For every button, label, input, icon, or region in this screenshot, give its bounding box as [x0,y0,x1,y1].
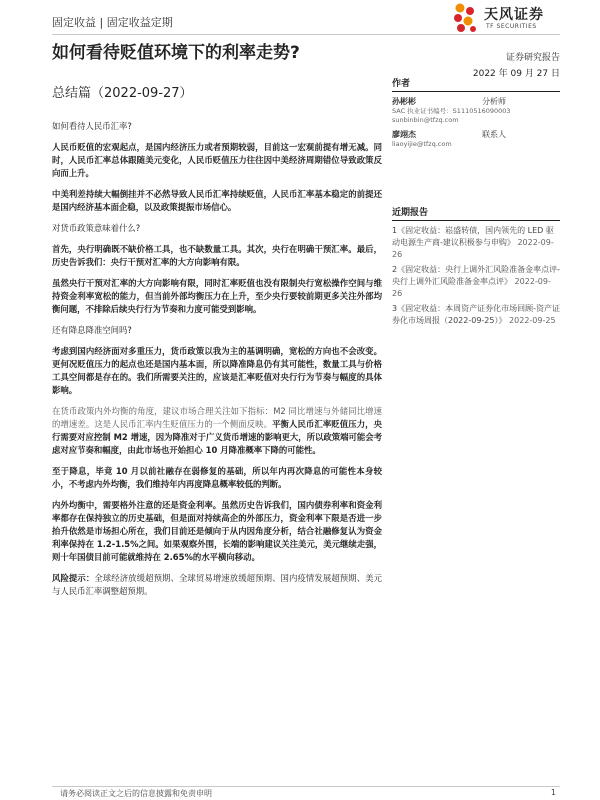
author-name: 孙彬彬 [392,97,416,106]
company-logo [450,2,560,36]
paragraph-plain: 在货币政策内外均衡的角度，建议市场合理关注如下指标：M2 同比增速与外储同比增速的增速差。这是人民币汇率内生贬值压力的一个侧面反映。 [52,406,382,429]
author-email[interactable]: sunbinbin@tfzq.com [392,116,459,124]
top-divider [52,34,560,35]
logo-name: 天风证券 [484,7,544,23]
page-number: 1 [550,788,556,797]
body-paragraph: 至于降息，毕竟 10 月以前社融存在弱修复的基础，所以年内再次降息的可能性本身较小，不考虑内外均衡，我们维持年内再度降息概率较低的判断。 [52,466,382,489]
section-question: 如何看待人民币汇率? [52,121,132,131]
related-report-date: 2022-09-25 [509,316,556,325]
risk-text: 全球经济放缓超预期、全球贸易增速放缓超预期、国内疫情发展超预期、美元与人民币汇率调整超预期。 [52,573,383,596]
related-reports-heading: 近期报告 [392,205,560,221]
body-paragraph [52,405,382,457]
logo-mark-icon [450,2,480,34]
related-report-title[interactable]: 1《固定收益：崧盛转债，国内领先的 LED 驱动电源生产商-建议积极参与申购》 [392,226,554,247]
related-report-item[interactable] [392,264,560,300]
sidebar [392,76,560,330]
body-paragraph: 内外均衡中，需要格外注意的还是资金利率。虽然历史告诉我们，国内债券利率和资金利率都存在保持独立的历史基础，但是面对持续高企的外部压力，资金利率下限是否进一步抬升依然是市场担心所在，我们目前还是倾向于从内因角度分析，结合社融修复认为资金利率保持在 1.2-1.5%之间。如果观察外围，长端的影响建议关注美元，美元继续走强，则十年国债目前可能就维持在 2.65%的水平横向移动。 [52,500,382,562]
report-category: 固定收益 | 固定收益定期 [52,16,173,29]
footer-divider [52,786,560,787]
footer-disclaimer: 请务必阅读正文之后的信息披露和免责申明 [60,789,212,798]
authors-heading: 作者 [392,76,560,92]
logo-subtitle: TF SECURITIES [486,23,537,30]
author-cert: SAC 执业证书编号：S1110516090003 [392,107,511,115]
body-paragraph: 中美利差持续大幅倒挂并不必然导致人民币汇率持续贬值，人民币汇率基本稳定的前提还是国内经济基本面企稳，以及政策提振市场信心。 [52,189,382,212]
body-paragraph: 人民币贬值的宏观起点，是国内经济压力或者预期较弱，目前这一宏观前提有增无减。同时，人民币汇率总体跟随美元变化，人民币贬值压力往往因中美经济周期错位导致政策反向而上升。 [52,142,382,178]
report-date: 2022 年 09 月 27 日 [472,69,560,79]
page-subtitle: 总结篇（2022-09-27） [52,86,193,101]
section-question: 还有降息降准空间吗? [52,325,132,335]
related-report-title[interactable]: 3《固定收益：本周资产证券化市场回顾-资产证券化市场周报（2022-09-25）》 [392,304,560,325]
section-question: 对货币政策意味着什么? [52,223,141,233]
risk-warning [52,572,382,598]
related-report-date: 2022-09-26 [392,277,551,298]
body-paragraph: 考虑到国内经济面对多重压力，货币政策以我为主的基调明确，宽松的方向也不会改变。更何况贬值压力的起点也还是国内基本面，所以降准降息仍有其可能性，数量工具与价格工具空间都是存在的。我们所需要关注的，应该是汇率贬值对央行行为节奏与幅度的具体影响。 [52,346,382,395]
main-body [52,120,382,606]
related-report-title[interactable]: 2《固定收益：央行上调外汇风险准备金率点评-央行上调外汇风险准备金率点评》 [392,265,560,286]
related-report-item[interactable] [392,303,560,327]
page-title: 如何看待贬值环境下的利率走势? [52,43,300,63]
related-report-date: 2022-09-26 [392,238,554,259]
paragraph-emphasis: 平衡人民币汇率贬值压力，央行需要对应控制 M2 增速，因为降准对于广义货币增速的影响更大，所以政策端可能会考虑对应节奏和幅度，由此市场也开始担心 10 月降准概率下降的可能性。 [52,419,383,455]
body-paragraph: 虽然央行干预对汇率的大方向影响有限，同时汇率贬值也没有限制央行宽松操作空间与维持资金利率宽松的能力，但当前外部均衡压力在上升，至少央行要较前期更多关注外部均衡问题，不排除后续央行行为节奏和力度可能受到影响。 [52,278,382,314]
author-name: 廖翊杰 [392,130,416,139]
author-entry [392,96,560,125]
related-report-item[interactable] [392,225,560,261]
body-paragraph: 首先，央行明确既不缺价格工具，也不缺数量工具。其次，央行在明确干预汇率。最后，历史告诉我们：央行干预对汇率的大方向影响有限。 [52,244,382,267]
risk-label: 风险提示： [52,573,95,583]
author-entry [392,129,560,149]
author-role: 联系人 [482,130,506,139]
author-email[interactable]: liaoyijie@tfzq.com [392,140,452,148]
report-type: 证券研究报告 [505,53,560,63]
author-role: 分析师 [482,97,506,106]
